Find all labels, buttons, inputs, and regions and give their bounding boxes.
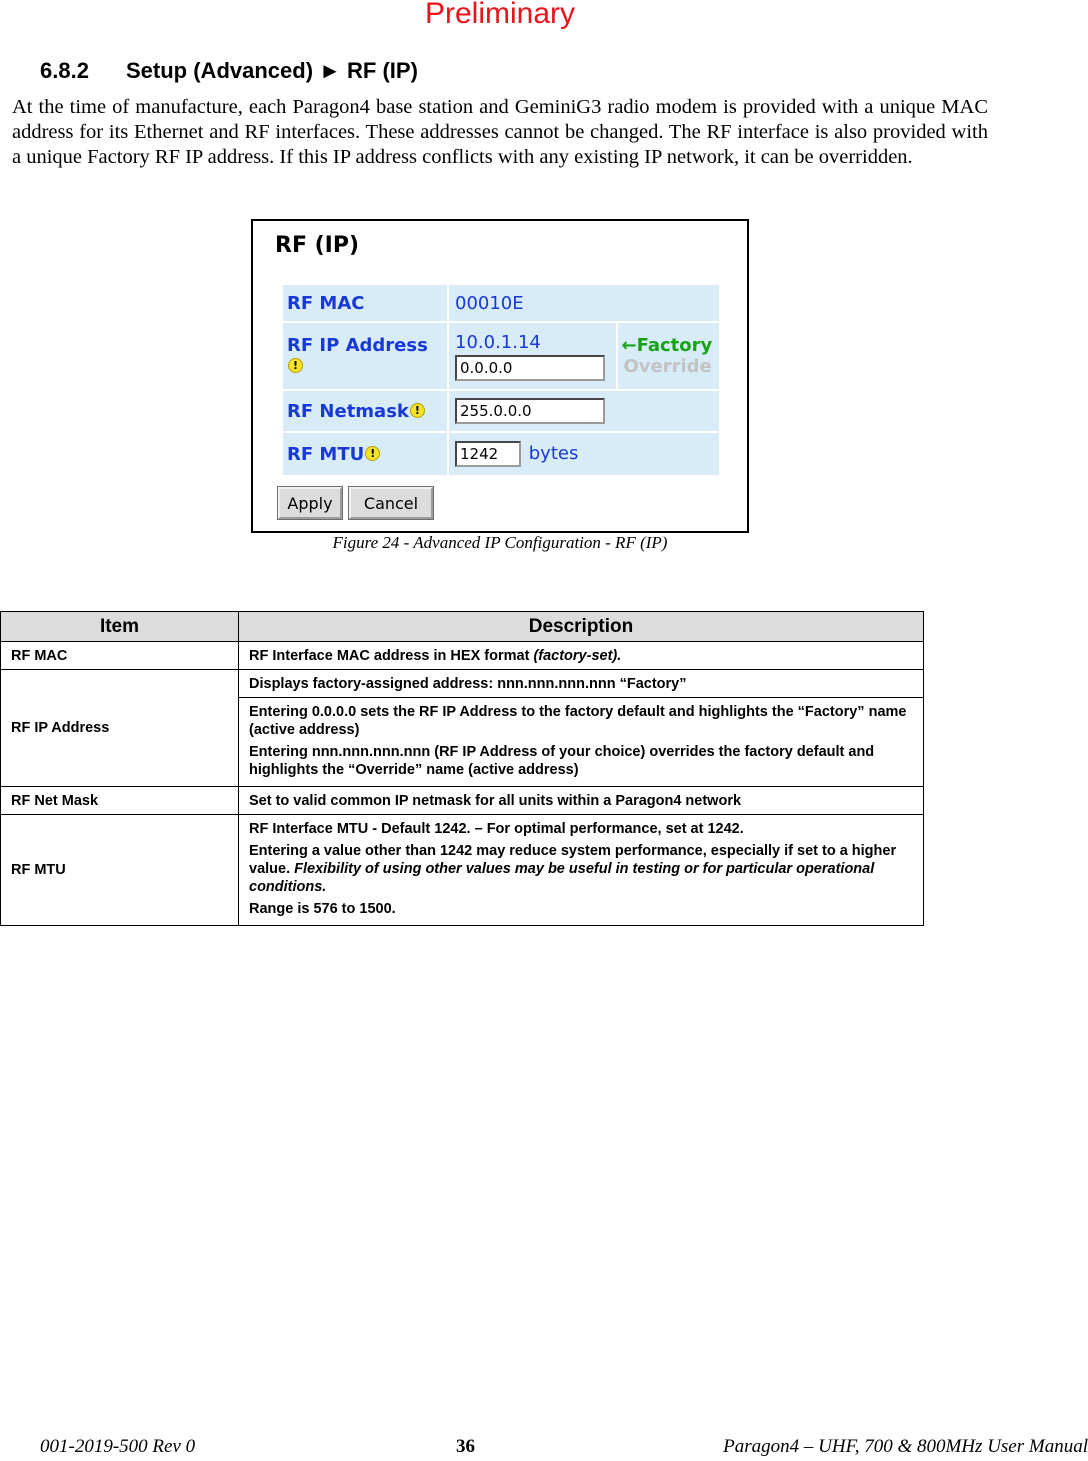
desc-rf-mac (239, 642, 924, 670)
rf-mtu-label: RF MTU (287, 443, 365, 465)
desc-rf-mtu-warning-text: Entering a value other than 1242 may reduce system performance, especially if set to a higher value. (249, 843, 897, 877)
rf-mtu-unit: bytes (528, 443, 579, 464)
desc-rf-ip-2 (239, 698, 924, 787)
footer-page-number: 36 (456, 1436, 475, 1457)
desc-rf-mac-note: (factory-set). (533, 647, 622, 664)
rf-mac-value: 00010E (449, 285, 719, 321)
rf-ip-label-cell (283, 323, 447, 389)
rf-ip-form (281, 283, 721, 477)
item-rf-ip: RF IP Address (1, 670, 239, 787)
preliminary-watermark: Preliminary (424, 0, 576, 30)
rf-netmask-label-cell (283, 391, 447, 431)
rf-mac-row (283, 285, 719, 321)
desc-rf-mtu-default: RF Interface MTU - Default 1242. – For optimal performance, set at 1242. (249, 821, 744, 837)
table-header-row (1, 612, 924, 642)
desc-rf-mtu-warning (249, 842, 913, 896)
rf-netmask-label: RF Netmask (287, 400, 409, 422)
table-row (1, 642, 924, 670)
rf-mtu-input[interactable]: 1242 (455, 441, 521, 467)
item-rf-mtu: RF MTU (1, 815, 239, 926)
item-header: Item (1, 612, 239, 642)
apply-button[interactable]: Apply (278, 487, 342, 519)
intro-paragraph: At the time of manufacture, each Paragon4 base station and GeminiG3 radio modem is provided with a unique MAC address for its Ethernet and RF interfaces. These addresses cannot be changed. The RF interface is also provided with a unique Factory RF IP address. If this IP address conflicts with any existing IP network, it can be overridden. (12, 96, 988, 168)
desc-rf-mac-text: RF Interface MAC address in HEX format (249, 647, 530, 664)
rf-mac-label: RF MAC (283, 285, 447, 321)
rf-netmask-row (283, 391, 719, 431)
rf-ip-input[interactable]: 0.0.0.0 (455, 355, 605, 381)
override-indicator: Override (623, 356, 712, 377)
section-number: 6.8.2 (40, 58, 89, 83)
section-title: Setup (Advanced) ► RF (IP) (126, 58, 418, 83)
table-row (1, 670, 924, 698)
rf-ip-value-cell (449, 323, 616, 389)
table-row (1, 815, 924, 926)
desc-rf-ip-entry-default: Entering 0.0.0.0 sets the RF IP Address to the factory default and highlights the “Factory” name (active address) (249, 704, 907, 738)
rf-ip-figure (251, 219, 749, 533)
warning-icon: ! (288, 358, 303, 373)
desc-rf-mtu-range: Range is 576 to 1500. (249, 901, 396, 917)
factory-indicator: ←Factory (621, 335, 713, 356)
figure-caption: Figure 24 - Advanced IP Configuration - RF (IP) (332, 533, 668, 552)
table-row (1, 787, 924, 815)
desc-rf-ip-1: Displays factory-assigned address: nnn.nnn.nnn.nnn “Factory” (239, 670, 924, 698)
rf-mtu-value-cell (449, 433, 719, 475)
rf-mtu-row (283, 433, 719, 475)
desc-rf-netmask: Set to valid common IP netmask for all units within a Paragon4 network (239, 787, 924, 815)
rf-ip-row (283, 323, 719, 389)
cancel-button[interactable]: Cancel (349, 487, 433, 519)
rf-ip-mode-cell (618, 323, 720, 389)
footer-doc-number: 001-2019-500 Rev 0 (40, 1436, 196, 1457)
desc-rf-mtu-warning-note: Flexibility of using other values may be useful in testing or for particular operational conditions. (249, 861, 875, 895)
section-heading (40, 58, 418, 84)
rf-mtu-label-cell (283, 433, 447, 475)
description-header: Description (239, 612, 924, 642)
figure-title: RF (IP) (275, 233, 360, 258)
footer-manual-title: Paragon4 – UHF, 700 & 800MHz User Manual (723, 1436, 1088, 1457)
item-rf-netmask: RF Net Mask (1, 787, 239, 815)
warning-icon: ! (365, 446, 380, 461)
item-rf-mac: RF MAC (1, 642, 239, 670)
rf-netmask-input[interactable]: 255.0.0.0 (455, 398, 605, 424)
rf-ip-factory-value: 10.0.1.14 (455, 331, 541, 353)
rf-ip-label: RF IP Address (287, 335, 428, 356)
desc-rf-ip-entry-override: Entering nnn.nnn.nnn.nnn (RF IP Address of your choice) overrides the factory default and highlights the “Override” name (active address) (249, 744, 875, 778)
description-table (0, 611, 924, 926)
warning-icon: ! (410, 403, 425, 418)
rf-netmask-value-cell (449, 391, 719, 431)
desc-rf-mtu (239, 815, 924, 926)
